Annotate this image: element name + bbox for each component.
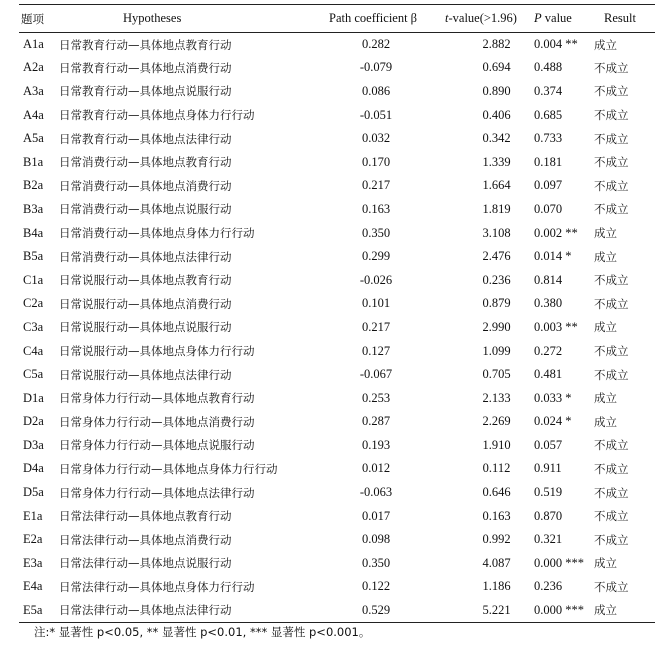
row-p-value-cell: 0.685: [534, 107, 563, 122]
row-id-cell: B3a: [23, 201, 44, 216]
row-result-cell: 不成立: [594, 60, 629, 75]
row-hypothesis-cell: 日常消费行动—具体地点消费行动: [59, 178, 232, 193]
row-p-value-cell: 0.097: [534, 178, 563, 193]
row-t-value-cell: 0.879: [482, 296, 511, 311]
row-id-cell: D2a: [23, 414, 44, 429]
row-hypothesis-cell: 日常教育行动—具体地点说服行动: [59, 84, 232, 99]
row-hypothesis-cell: 日常身体力行行动—具体地点说服行动: [59, 438, 255, 453]
row-path-coefficient-cell: 0.032: [361, 131, 391, 146]
row-path-coefficient-cell: 0.098: [361, 532, 391, 547]
row-path-coefficient-cell: 0.299: [361, 249, 391, 264]
row-result-cell: 不成立: [594, 131, 629, 146]
row-t-value-cell: 1.186: [482, 579, 511, 594]
row-path-coefficient-cell: -0.067: [359, 367, 393, 382]
row-t-value-cell: 2.990: [482, 319, 511, 334]
row-t-value-cell: 1.099: [482, 343, 511, 358]
row-t-value-cell: 0.890: [482, 83, 511, 98]
table-row: [19, 528, 655, 552]
row-p-value-cell: 0.321: [534, 532, 563, 547]
table-row: [19, 434, 655, 458]
row-p-value-cell: 0.374: [534, 83, 563, 98]
row-p-value-cell: 0.272: [534, 343, 563, 358]
row-id-cell: A4a: [23, 107, 44, 122]
row-t-value-cell: 1.819: [482, 201, 511, 216]
row-path-coefficient-cell: -0.063: [359, 485, 393, 500]
header-path-coefficient: Path coefficient β: [329, 11, 418, 25]
table-row: [19, 268, 655, 292]
row-t-value-cell: 2.133: [482, 390, 511, 405]
hypotheses-table-container: [19, 4, 655, 623]
row-t-value-cell: 0.236: [482, 272, 511, 287]
table-row: [19, 552, 655, 576]
row-result-cell: 成立: [594, 37, 617, 52]
row-id-cell: D1a: [23, 390, 44, 405]
row-hypothesis-cell: 日常教育行动—具体地点身体力行行动: [59, 108, 255, 123]
hypotheses-table: [19, 4, 655, 623]
table-row: [19, 316, 655, 340]
table-body: [19, 33, 655, 623]
row-path-coefficient-cell: 0.163: [361, 201, 391, 216]
row-p-value-cell: 0.000 ***: [534, 602, 584, 617]
row-p-value-cell: 0.024 *: [534, 414, 572, 429]
row-id-cell: D5a: [23, 485, 44, 500]
row-path-coefficient-cell: 0.101: [361, 296, 391, 311]
row-result-cell: 不成立: [594, 108, 629, 123]
row-hypothesis-cell: 日常身体力行行动—具体地点消费行动: [59, 414, 255, 429]
row-id-cell: E2a: [23, 532, 43, 547]
table-row: [19, 198, 655, 222]
table-row: [19, 575, 655, 599]
row-p-value-cell: 0.911: [534, 461, 562, 476]
row-p-value-cell: 0.014 *: [534, 249, 572, 264]
row-hypothesis-cell: 日常消费行动—具体地点身体力行行动: [59, 226, 255, 241]
row-p-value-cell: 0.814: [534, 272, 563, 287]
significance-note: [34, 624, 370, 640]
row-t-value-cell: 3.108: [482, 225, 511, 240]
row-t-value-cell: 0.705: [482, 367, 511, 382]
row-id-cell: B5a: [23, 249, 44, 264]
table-row: [19, 174, 655, 198]
row-t-value-cell: 1.664: [482, 178, 511, 193]
table-row: [19, 504, 655, 528]
table-header: [19, 5, 655, 33]
row-result-cell: 成立: [594, 603, 617, 618]
row-id-cell: E1a: [23, 508, 43, 523]
row-result-cell: 不成立: [594, 509, 629, 524]
row-p-value-cell: 0.519: [534, 485, 563, 500]
row-id-cell: A2a: [23, 60, 44, 75]
row-p-value-cell: 0.488: [534, 60, 563, 75]
row-result-cell: 成立: [594, 556, 617, 571]
row-hypothesis-cell: 日常法律行动—具体地点消费行动: [59, 532, 232, 547]
row-t-value-cell: 0.112: [482, 461, 511, 476]
row-hypothesis-cell: 日常说服行动—具体地点消费行动: [59, 296, 232, 311]
row-path-coefficient-cell: 0.170: [361, 154, 391, 169]
row-id-cell: C3a: [23, 319, 44, 334]
row-t-value-cell: 1.910: [482, 437, 511, 452]
table-row: [19, 363, 655, 387]
row-path-coefficient-cell: 0.193: [361, 437, 391, 452]
table-row: [19, 292, 655, 316]
header-row: [19, 5, 655, 33]
note-text: 注:* 显著性 p<0.05, ** 显著性 p<0.01, *** 显著性 p<0.001。: [34, 625, 371, 639]
row-result-cell: 不成立: [594, 202, 629, 217]
row-t-value-cell: 0.342: [482, 131, 511, 146]
table-row: [19, 103, 655, 127]
row-path-coefficient-cell: 0.017: [361, 508, 391, 523]
row-path-coefficient-cell: 0.122: [361, 579, 391, 594]
row-p-value-cell: 0.033 *: [534, 390, 572, 405]
row-result-cell: 成立: [594, 249, 617, 264]
row-result-cell: 不成立: [594, 438, 629, 453]
row-t-value-cell: 1.339: [482, 154, 511, 169]
row-id-cell: E5a: [23, 602, 43, 617]
row-id-cell: A3a: [23, 83, 44, 98]
row-path-coefficient-cell: 0.282: [361, 37, 391, 52]
table-row: [19, 457, 655, 481]
row-result-cell: 成立: [594, 320, 617, 335]
row-result-cell: 不成立: [594, 296, 629, 311]
row-hypothesis-cell: 日常法律行动—具体地点身体力行行动: [59, 579, 255, 594]
row-path-coefficient-cell: 0.253: [361, 390, 391, 405]
row-hypothesis-cell: 日常消费行动—具体地点说服行动: [59, 202, 232, 217]
row-hypothesis-cell: 日常教育行动—具体地点教育行动: [59, 37, 232, 52]
row-result-cell: 不成立: [594, 155, 629, 170]
row-t-value-cell: 0.992: [482, 532, 511, 547]
row-id-cell: B1a: [23, 154, 44, 169]
row-p-value-cell: 0.733: [534, 131, 563, 146]
table-row: [19, 80, 655, 104]
row-id-cell: E4a: [23, 579, 43, 594]
row-hypothesis-cell: 日常法律行动—具体地点说服行动: [59, 556, 232, 571]
table-row: [19, 221, 655, 245]
row-result-cell: 不成立: [594, 273, 629, 288]
row-path-coefficient-cell: 0.217: [361, 319, 391, 334]
row-t-value-cell: 5.221: [482, 602, 511, 617]
row-path-coefficient-cell: 0.217: [361, 178, 391, 193]
row-result-cell: 不成立: [594, 485, 629, 500]
row-p-value-cell: 0.181: [534, 154, 563, 169]
row-result-cell: 不成立: [594, 579, 629, 594]
row-id-cell: C2a: [23, 296, 44, 311]
header-t-value: t-value(>1.96): [445, 11, 517, 25]
row-p-value-cell: 0.870: [534, 508, 563, 523]
row-result-cell: 成立: [594, 226, 617, 241]
row-p-value-cell: 0.380: [534, 296, 563, 311]
row-hypothesis-cell: 日常身体力行行动—具体地点法律行动: [59, 485, 255, 500]
row-result-cell: 成立: [594, 391, 617, 406]
row-result-cell: 不成立: [594, 84, 629, 99]
row-t-value-cell: 2.476: [482, 249, 511, 264]
table-row: [19, 33, 655, 57]
row-t-value-cell: 0.694: [482, 60, 511, 75]
row-hypothesis-cell: 日常教育行动—具体地点法律行动: [59, 131, 232, 146]
row-p-value-cell: 0.057: [534, 437, 563, 452]
row-id-cell: A5a: [23, 131, 44, 146]
row-result-cell: 不成立: [594, 532, 629, 547]
row-id-cell: D3a: [23, 437, 44, 452]
row-path-coefficient-cell: 0.086: [361, 83, 391, 98]
row-hypothesis-cell: 日常教育行动—具体地点消费行动: [59, 60, 232, 75]
row-id-cell: C4a: [23, 343, 44, 358]
header-hypotheses: Hypotheses: [123, 11, 182, 25]
row-id-cell: A1a: [23, 37, 44, 52]
row-hypothesis-cell: 日常说服行动—具体地点法律行动: [59, 367, 232, 382]
row-id-cell: B2a: [23, 178, 44, 193]
row-t-value-cell: 4.087: [482, 555, 511, 570]
row-p-value-cell: 0.481: [534, 367, 563, 382]
row-t-value-cell: 2.269: [482, 414, 511, 429]
row-hypothesis-cell: 日常说服行动—具体地点教育行动: [59, 273, 232, 288]
table-row: [19, 245, 655, 269]
table-row: [19, 56, 655, 80]
table-row: [19, 150, 655, 174]
row-p-value-cell: 0.236: [534, 579, 563, 594]
table-row: [19, 339, 655, 363]
row-hypothesis-cell: 日常身体力行行动—具体地点身体力行行动: [59, 461, 278, 476]
row-p-value-cell: 0.002 **: [534, 225, 578, 240]
row-p-value-cell: 0.003 **: [534, 319, 578, 334]
row-p-value-cell: 0.004 **: [534, 37, 578, 52]
row-path-coefficient-cell: 0.350: [361, 225, 391, 240]
row-path-coefficient-cell: 0.127: [361, 343, 391, 358]
row-hypothesis-cell: 日常法律行动—具体地点法律行动: [59, 603, 232, 618]
row-path-coefficient-cell: -0.026: [359, 272, 393, 287]
row-path-coefficient-cell: 0.529: [361, 602, 391, 617]
table-row: [19, 599, 655, 623]
row-t-value-cell: 0.646: [482, 485, 511, 500]
header-id: 题项: [21, 11, 44, 26]
row-id-cell: B4a: [23, 225, 44, 240]
row-hypothesis-cell: 日常身体力行行动—具体地点教育行动: [59, 391, 255, 406]
row-path-coefficient-cell: 0.287: [361, 414, 391, 429]
row-result-cell: 不成立: [594, 461, 629, 476]
table-row: [19, 386, 655, 410]
row-hypothesis-cell: 日常消费行动—具体地点教育行动: [59, 155, 232, 170]
table-row: [19, 410, 655, 434]
row-hypothesis-cell: 日常说服行动—具体地点身体力行行动: [59, 344, 255, 359]
row-hypothesis-cell: 日常法律行动—具体地点教育行动: [59, 509, 232, 524]
row-t-value-cell: 0.406: [482, 107, 511, 122]
header-p-value: P value: [534, 11, 572, 25]
row-path-coefficient-cell: -0.051: [359, 107, 393, 122]
row-id-cell: E3a: [23, 555, 43, 570]
row-p-value-cell: 0.000 ***: [534, 555, 584, 570]
row-result-cell: 成立: [594, 414, 617, 429]
row-id-cell: C1a: [23, 272, 44, 287]
row-t-value-cell: 0.163: [482, 508, 511, 523]
row-hypothesis-cell: 日常消费行动—具体地点法律行动: [59, 249, 232, 264]
table-row: [19, 481, 655, 505]
row-t-value-cell: 2.882: [482, 37, 511, 52]
row-result-cell: 不成立: [594, 367, 629, 382]
row-id-cell: C5a: [23, 367, 44, 382]
row-id-cell: D4a: [23, 461, 44, 476]
row-path-coefficient-cell: 0.012: [361, 461, 391, 476]
row-result-cell: 不成立: [594, 344, 629, 359]
row-p-value-cell: 0.070: [534, 201, 563, 216]
row-hypothesis-cell: 日常说服行动—具体地点说服行动: [59, 320, 232, 335]
row-path-coefficient-cell: 0.350: [361, 555, 391, 570]
row-path-coefficient-cell: -0.079: [359, 60, 393, 75]
table-row: [19, 127, 655, 151]
row-result-cell: 不成立: [594, 178, 629, 193]
header-result: Result: [604, 11, 636, 25]
